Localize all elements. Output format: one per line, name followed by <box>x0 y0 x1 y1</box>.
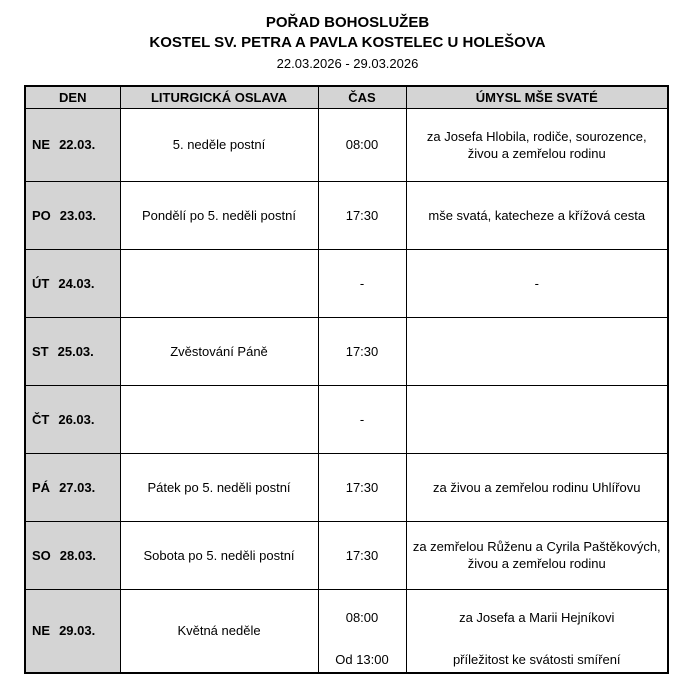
day-date: 22.03. <box>59 137 96 152</box>
intention-cell: za živou a zemřelou rodinu Uhlířovu <box>406 453 668 521</box>
column-header-time: ČAS <box>318 86 406 108</box>
time-afternoon: Od 13:00 <box>335 651 389 667</box>
day-date: 24.03. <box>58 275 95 291</box>
celebration-cell <box>120 249 318 317</box>
celebration-cell: Sobota po 5. neděli postní <box>120 521 318 589</box>
day-abbr: PO <box>32 207 51 223</box>
intention-stack <box>413 590 662 673</box>
celebration-cell: Pátek po 5. neděli postní <box>120 453 318 521</box>
day-cell <box>25 589 120 673</box>
day-date: 25.03. <box>57 343 94 359</box>
table-row <box>25 521 668 589</box>
time-cell: 17:30 <box>318 521 406 589</box>
day-cell <box>25 453 120 521</box>
intention-cell: mše svatá, katecheze a křížová cesta <box>406 181 668 249</box>
celebration-cell: Pondělí po 5. neděli postní <box>120 181 318 249</box>
time-cell: 17:30 <box>318 453 406 521</box>
day-abbr: PÁ <box>32 479 51 495</box>
table-row <box>25 385 668 453</box>
intention-cell: - <box>406 249 668 317</box>
intention-cell <box>406 589 668 673</box>
day-cell <box>25 249 120 317</box>
time-cell: - <box>318 385 406 453</box>
schedule-table <box>24 85 669 674</box>
date-range: 22.03.2026 - 29.03.2026 <box>276 56 419 71</box>
day-abbr: NE <box>32 623 51 639</box>
table-row <box>25 108 668 181</box>
day-cell <box>25 521 120 589</box>
day-abbr: ST <box>32 343 49 359</box>
intention-morning: za Josefa a Marii Hejníkovi <box>459 610 615 626</box>
column-header-intention: ÚMYSL MŠE SVATÉ <box>406 86 668 108</box>
time-morning: 08:00 <box>345 610 379 626</box>
page-title: POŘAD BOHOSLUŽEB <box>265 14 430 31</box>
day-cell <box>25 181 120 249</box>
celebration-cell <box>120 385 318 453</box>
table-header-row <box>25 86 668 108</box>
time-cell: 08:00 <box>318 108 406 181</box>
intention-cell <box>406 317 668 385</box>
celebration-cell: Květná neděle <box>120 589 318 673</box>
day-cell <box>25 108 120 181</box>
celebration-cell: 5. neděle postní <box>120 108 318 181</box>
day-date: 29.03. <box>59 623 96 639</box>
day-abbr: ČT <box>32 411 50 427</box>
day-cell <box>25 317 120 385</box>
intention-cell: za Josefa Hlobila, rodiče, sourozence, živou a zemřelou rodinu <box>406 108 668 181</box>
time-cell: 17:30 <box>318 181 406 249</box>
time-cell <box>318 589 406 673</box>
column-header-celebration: LITURGICKÁ OSLAVA <box>120 86 318 108</box>
celebration-cell: Zvěstování Páně <box>120 317 318 385</box>
day-abbr: ÚT <box>32 275 50 291</box>
day-date: 23.03. <box>59 207 96 223</box>
day-abbr: SO <box>32 547 51 563</box>
day-date: 28.03. <box>59 547 96 563</box>
day-abbr: NE <box>32 137 51 152</box>
table-row <box>25 181 668 249</box>
column-header-day: DEN <box>25 86 120 108</box>
intention-cell <box>406 385 668 453</box>
time-stack <box>325 590 400 673</box>
day-date: 27.03. <box>59 479 96 495</box>
time-cell: - <box>318 249 406 317</box>
table-row <box>25 249 668 317</box>
church-name: KOSTEL SV. PETRA A PAVLA KOSTELEC U HOLEŠOVA <box>149 34 546 51</box>
table-row <box>25 589 668 673</box>
intention-afternoon: příležitost ke svátosti smíření <box>452 651 621 667</box>
day-date: 26.03. <box>58 411 95 427</box>
table-row <box>25 317 668 385</box>
time-cell: 17:30 <box>318 317 406 385</box>
day-cell <box>25 385 120 453</box>
table-row <box>25 453 668 521</box>
intention-cell: za zemřelou Růženu a Cyrila Paštěkových, živou a zemřelou rodinu <box>406 521 668 589</box>
page-header <box>0 0 695 73</box>
